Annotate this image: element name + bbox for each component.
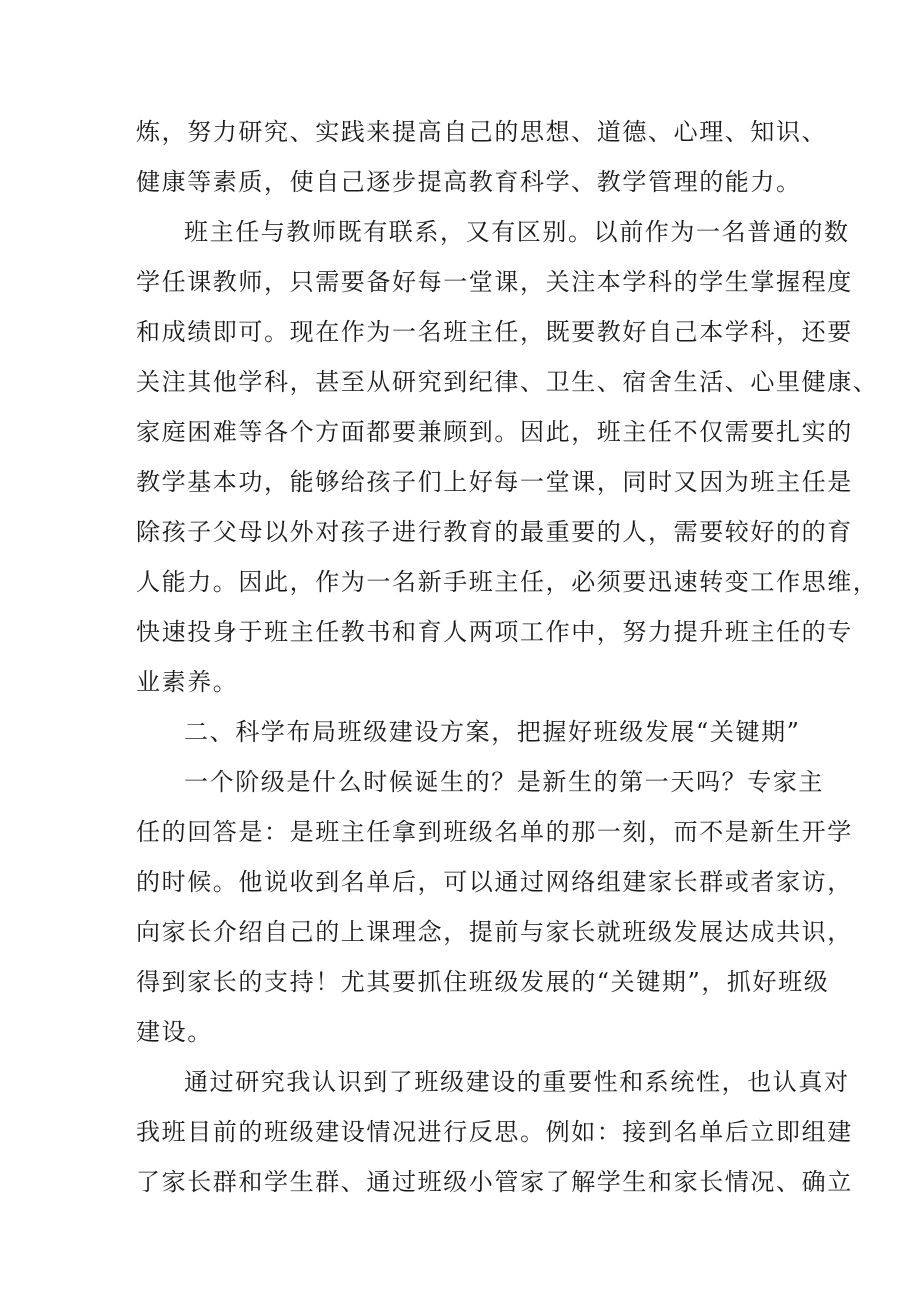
text-line: 健康等素质，使自己逐步提高教育科学、教学管理的能力。 bbox=[136, 168, 802, 196]
text-line: 业素养。 bbox=[136, 668, 239, 696]
text-line: 家庭困难等各个方面都要兼顾到。因此，班主任不仅需要扎实的 bbox=[136, 418, 853, 446]
text-line: 和成绩即可。现在作为一名班主任，既要教好自己本学科，还要 bbox=[136, 318, 853, 346]
text-line: 班主任与教师既有联系，又有区别。以前作为一名普通的数 bbox=[184, 218, 850, 246]
text-line: 了家长群和学生群、通过班级小管家了解学生和家长情况、确立 bbox=[136, 1168, 853, 1196]
text-line: 教学基本功，能够给孩子们上好每一堂课，同时又因为班主任是 bbox=[136, 468, 853, 496]
text-line: 建设。 bbox=[136, 1018, 213, 1046]
text-line: 除孩子父母以外对孩子进行教育的最重要的人，需要较好的的育 bbox=[136, 518, 853, 546]
text-line: 关注其他学科，甚至从研究到纪律、卫生、宿舍生活、心里健康、 bbox=[136, 368, 879, 396]
text-line: 得到家长的支持！尤其要抓住班级发展的“关键期”，抓好班级 bbox=[136, 968, 830, 996]
text-line: 任的回答是：是班主任拿到班级名单的那一刻，而不是新生开学 bbox=[136, 818, 853, 846]
text-line: 学任课教师，只需要备好每一堂课，关注本学科的学生掌握程度 bbox=[136, 268, 853, 296]
text-line: 的时候。他说收到名单后，可以通过网络组建家长群或者家访， bbox=[136, 868, 853, 896]
text-line: 一个阶级是什么时候诞生的？是新生的第一天吗？专家主 bbox=[184, 768, 824, 796]
text-line: 人能力。因此，作为一名新手班主任，必须要迅速转变工作思维， bbox=[136, 568, 879, 596]
text-line: 炼，努力研究、实践来提高自己的思想、道德、心理、知识、 bbox=[136, 118, 828, 146]
text-line: 快速投身于班主任教书和育人两项工作中，努力提升班主任的专 bbox=[136, 618, 853, 646]
text-line: 通过研究我认识到了班级建设的重要性和系统性，也认真对 bbox=[184, 1068, 850, 1096]
section-heading: 二、科学布局班级建设方案，把握好班级发展“关键期” bbox=[184, 718, 801, 746]
text-line: 向家长介绍自己的上课理念，提前与家长就班级发展达成共识， bbox=[136, 918, 853, 946]
text-line: 我班目前的班级建设情况进行反思。例如：接到名单后立即组建 bbox=[136, 1118, 853, 1146]
